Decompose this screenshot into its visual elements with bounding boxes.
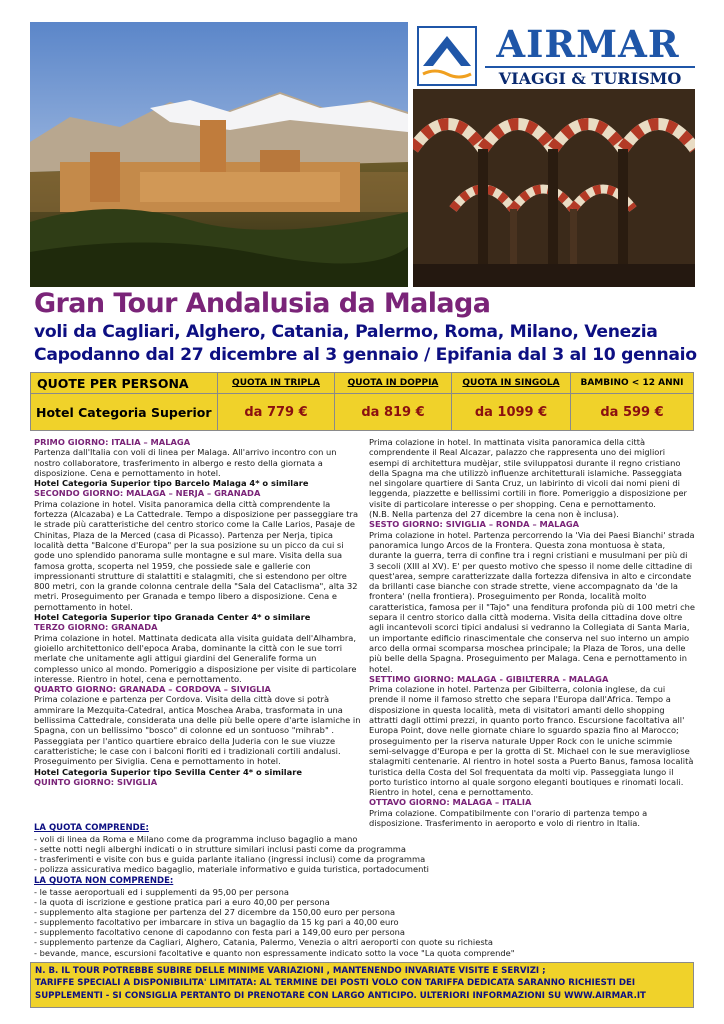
day-2-text: Prima colazione in hotel. Visita panoramica della città comprendente la fortezza (Alcazaba) e La Cattedrale. Tempo a disposizione per passeggiare tra le strade più caratteristiche del centro storico come la Calle Larios, Pasaje de Chinitas, Plaza de la Merced (casa di Picasso). Partenza per Nerja, tipica località detta "Balcone d'Europa" per la sua posizione su un picco da cui si gode uno splendido panorama sulle montagne e sul mare. Visita della sua famosa grotta, scoperta nel 1959, che possiede sale e gallerie con impressionanti strutture di stalattiti e stalagmiti, che si estendono per oltre 800 metri, con la grande colonna centrale della "Sala del Cataclisma", alta 32 metri. Proseguimento per Granada e tempo libero a disposizione. Cena e pernottamento in hotel. <box>34 498 359 612</box>
itinerary-right-column <box>369 437 695 828</box>
day-3-title: TERZO GIORNO: GRANADA <box>34 622 158 633</box>
day-6-title: SESTO GIORNO: SIVIGLIA – RONDA – MALAGA <box>369 519 580 530</box>
list-item: - supplemento alta stagione per partenza del 27 dicembre da 150,00 euro per persona <box>34 907 396 918</box>
excludes-list <box>34 887 654 958</box>
footer-note <box>30 962 694 1008</box>
double-price: da 819 € <box>335 394 452 431</box>
list-item: - supplemento facoltativo cenone di capodanno con festa pari a 149,00 euro per persona <box>34 927 406 938</box>
day-7-text: Prima colazione in hotel. Partenza per Gibilterra, colonia inglese, da cui prende il nome il famoso stretto che separa l'Europa dall'Africa. Tempo a disposizione in questa località, meta di visitatori amanti dello shopping attratti dagli ottimi prezzi, in quanto porto franco. Escursione facoltativa all' Europa Point, dove nelle giornate chiare lo sguardo spazia fino al Marocco; proseguimento per la riserva naturale Upper Rock con le uniche scimmie semi-selvagge d'Europa e per la grotta di St. Michael con le sue meravigliose stalagmiti centenarie. Al rientro in hotel sosta a Puerto Banus, famosa località turistica della Costa del Sol frequentata da molti vip. Passeggiata lungo il porto turistico intorno al quale sorgono eleganti boutiques e rinomati locali. Rientro in hotel, cena e pernottamento. <box>369 684 694 798</box>
list-item: - le tasse aeroportuali ed i supplementi da 95,00 per persona <box>34 887 289 897</box>
quotes-header: QUOTE PER PERSONA <box>31 373 218 394</box>
triple-price: da 779 € <box>218 394 335 431</box>
footer-line: TARIFFE SPECIALI A DISPONIBILITA' LIMITATA: AL TERMINE DEI POSTI VOLO CON TARIFFA DEDICATA SARANNO RICHIESTI DEI <box>35 978 636 989</box>
page-title: Gran Tour Andalusia da Malaga <box>34 288 491 319</box>
day-2-hotel: Hotel Categoria Superior tipo Granada Center 4* o similare <box>34 612 311 623</box>
day-3-text: Prima colazione in hotel. Mattinata dedicata alla visita guidata dell'Alhambra, gioiello architettonico dell'epoca Araba, dominante la città con le sue torri merlate che unitamente agli attigui giardini del Generalife forma un complesso unico al mondo. Pomeriggio a disposizione per visite di particolare interesse. Rientro in hotel, cena e pernottamento. <box>34 632 357 684</box>
excludes-title: LA QUOTA NON COMPRENDE: <box>34 876 174 886</box>
mezquita-photo <box>413 89 695 287</box>
brand-tagline: VIAGGI & TURISMO <box>485 66 695 88</box>
day-8-text: Prima colazione. Compatibilmente con l'orario di partenza tempo a disposizione. Trasferimento in aeroporto e volo di rientro in Italia. <box>369 807 648 828</box>
airmar-logo <box>413 22 695 89</box>
alhambra-illustration <box>30 22 408 287</box>
day-1-text: Partenza dall'Italia con voli di linea per Malaga. All'arrivo incontro con un nostro collaboratore, trasferimento in albergo e resto della giornata a disposizione. Cena e pernottamento in hotel. <box>34 447 337 478</box>
day-6-text: Prima colazione in hotel. Partenza percorrendo la 'Via dei Paesi Bianchi' strada panoramica lungo Arcos de la Frontera. Questa zona montuosa è stata, durante la guerra, terra di confine tra i regni cristiani e musulmani per più di 3 secoli (XIII al XV). E' per questo motivo che spesso il nome delle cittadine di quest'area, sempre caratterizzate dalla fortezza difensiva in alto e circondate da brillanti case bianche con strade strette, viene accompagnato da 'de la frontera' (nella frontiera). Proseguimento per Ronda, località molto caratteristica, famosa per il "Tajo" una fenditura profonda più di 100 metri che separa il centro storico dalla città moderna. Visita della cittadina dove oltre agli incantevoli scorci tipici andalusi si vedranno la Collegiata di Santa Maria, un importante edificio rinascimentale che conserva nel suo interno un ampio arco della ormai scomparsa moschea principale; la Plaza de Toros, una delle più belle della Spagna. Proseguimento per Malaga. Cena e pernottamento in hotel. <box>369 529 695 674</box>
includes-list <box>34 834 654 874</box>
includes-title: LA QUOTA COMPRENDE: <box>34 823 149 833</box>
departure-cities: voli da Cagliari, Alghero, Catania, Palermo, Roma, Milano, Venezia <box>34 322 658 342</box>
day-5-note: (N.B. Nella partenza del 27 dicembre la cena non è inclusa). <box>369 509 619 520</box>
double-header: QUOTA IN DOPPIA <box>335 373 452 394</box>
single-price: da 1099 € <box>452 394 571 431</box>
price-row <box>31 394 694 431</box>
itinerary-left-column <box>34 437 363 787</box>
brand-name: AIRMAR <box>496 22 680 66</box>
list-item: - supplemento partenze da Cagliari, Alghero, Catania, Palermo, Venezia o altri aeroporti con quote su richiesta <box>34 937 493 948</box>
child-header: BAMBINO < 12 ANNI <box>571 373 694 394</box>
footer-line: SUPPLEMENTI - SI CONSIGLIA PERTANTO DI PRENOTARE CON LARGO ANTICIPO. ULTERIORI INFORMAZIONI SU WWW.AIRMAR.IT <box>35 990 646 1001</box>
list-item: - trasferimenti e visite con bus e guida parlante italiano (ingressi inclusi) come da programma <box>34 854 426 865</box>
triple-header: QUOTA IN TRIPLA <box>218 373 335 394</box>
day-5-text: Prima colazione in hotel. In mattinata visita panoramica della città comprendente il Real Alcazar, palazzo che rappresenta uno dei migliori esempi di architettura mudèjar, stile sviluppatosi durante il regno cristiano della Spagna ma che utilizzò influenze architetturali islamiche. Passeggiata nel singolare quartiere di Santa Cruz, un labirinto di vicoli dai nomi pieni di leggenda, piazzette e bellissimi cortili in fiore. Pomeriggio a disposizione per visite di particolare interesse o per shopping. Cena e pernottamento. <box>369 437 687 509</box>
list-item: - sette notti negli alberghi indicati o in strutture similari inclusi pasti come da programma <box>34 844 406 855</box>
day-4-title: QUARTO GIORNO: GRANADA – CORDOVA – SIVIGLIA <box>34 684 271 695</box>
list-item: - voli di linea da Roma e Milano come da programma incluso bagaglio a mano <box>34 834 358 844</box>
day-8-title: OTTAVO GIORNO: MALAGA – ITALIA <box>369 797 532 808</box>
list-item: - polizza assicurativa medico bagaglio, materiale informativo e guida turistica, portadocumenti <box>34 864 429 875</box>
price-table <box>30 372 694 431</box>
day-2-title: SECONDO GIORNO: MALAGA – NERJA – GRANADA <box>34 488 261 499</box>
list-item: - supplemento facoltativo per imbarcare in stiva un bagaglio da 15 kg pari a 40,00 euro <box>34 917 399 928</box>
list-item: - la quota di iscrizione e gestione pratica pari a euro 40,00 per persona <box>34 897 330 908</box>
footer-line: N. B. IL TOUR POTREBBE SUBIRE DELLE MINIME VARIAZIONI , MANTENENDO INVARIATE VISITE E SERVIZI ; <box>35 966 546 976</box>
child-price: da 599 € <box>571 394 694 431</box>
hotel-category-label: Hotel Categoria Superior <box>31 394 218 431</box>
day-5-title: QUINTO GIORNO: SIVIGLIA <box>34 776 158 787</box>
single-header: QUOTA IN SINGOLA <box>452 373 571 394</box>
alhambra-photo <box>30 22 408 287</box>
day-4-hotel: Hotel Categoria Superior tipo Sevilla Center 4* o similare <box>34 766 302 777</box>
price-header-row <box>31 373 694 394</box>
travel-dates: Capodanno dal 27 dicembre al 3 gennaio / Epifania dal 3 al 10 gennaio <box>34 345 697 365</box>
day-1-title: PRIMO GIORNO: ITALIA – MALAGA <box>34 437 191 447</box>
day-1-hotel: Hotel Categoria Superior tipo Barcelo Malaga 4* o similare <box>34 478 309 489</box>
day-4-text: Prima colazione e partenza per Cordova. Visita della città dove si potrà ammirare la Mezquita-Catedral, antica Moschea Araba, trasformata in una bellissima Cattedrale, considerata una delle più belle opere d'arte islamiche in Spagna, con un bellissimo "bosco" di colonne ed un sontuoso "mihrab" . Passeggiata per l'antico quartiere ebraico della Juderia con le sue viuzze caratteristiche; le case con i balconi fioriti ed i tradizionali cortili andalusi. Proseguimento per Siviglia. Cena e pernottamento in hotel. <box>34 694 361 767</box>
mezquita-illustration <box>413 89 695 287</box>
airmar-mountain-icon <box>417 26 477 86</box>
day-7-title: SETTIMO GIORNO: MALAGA - GIBILTERRA - MALAGA <box>369 673 609 684</box>
list-item: - bevande, mance, escursioni facoltative e quanto non espressamente indicato sotto la voce "La quota comprende" <box>34 947 515 958</box>
